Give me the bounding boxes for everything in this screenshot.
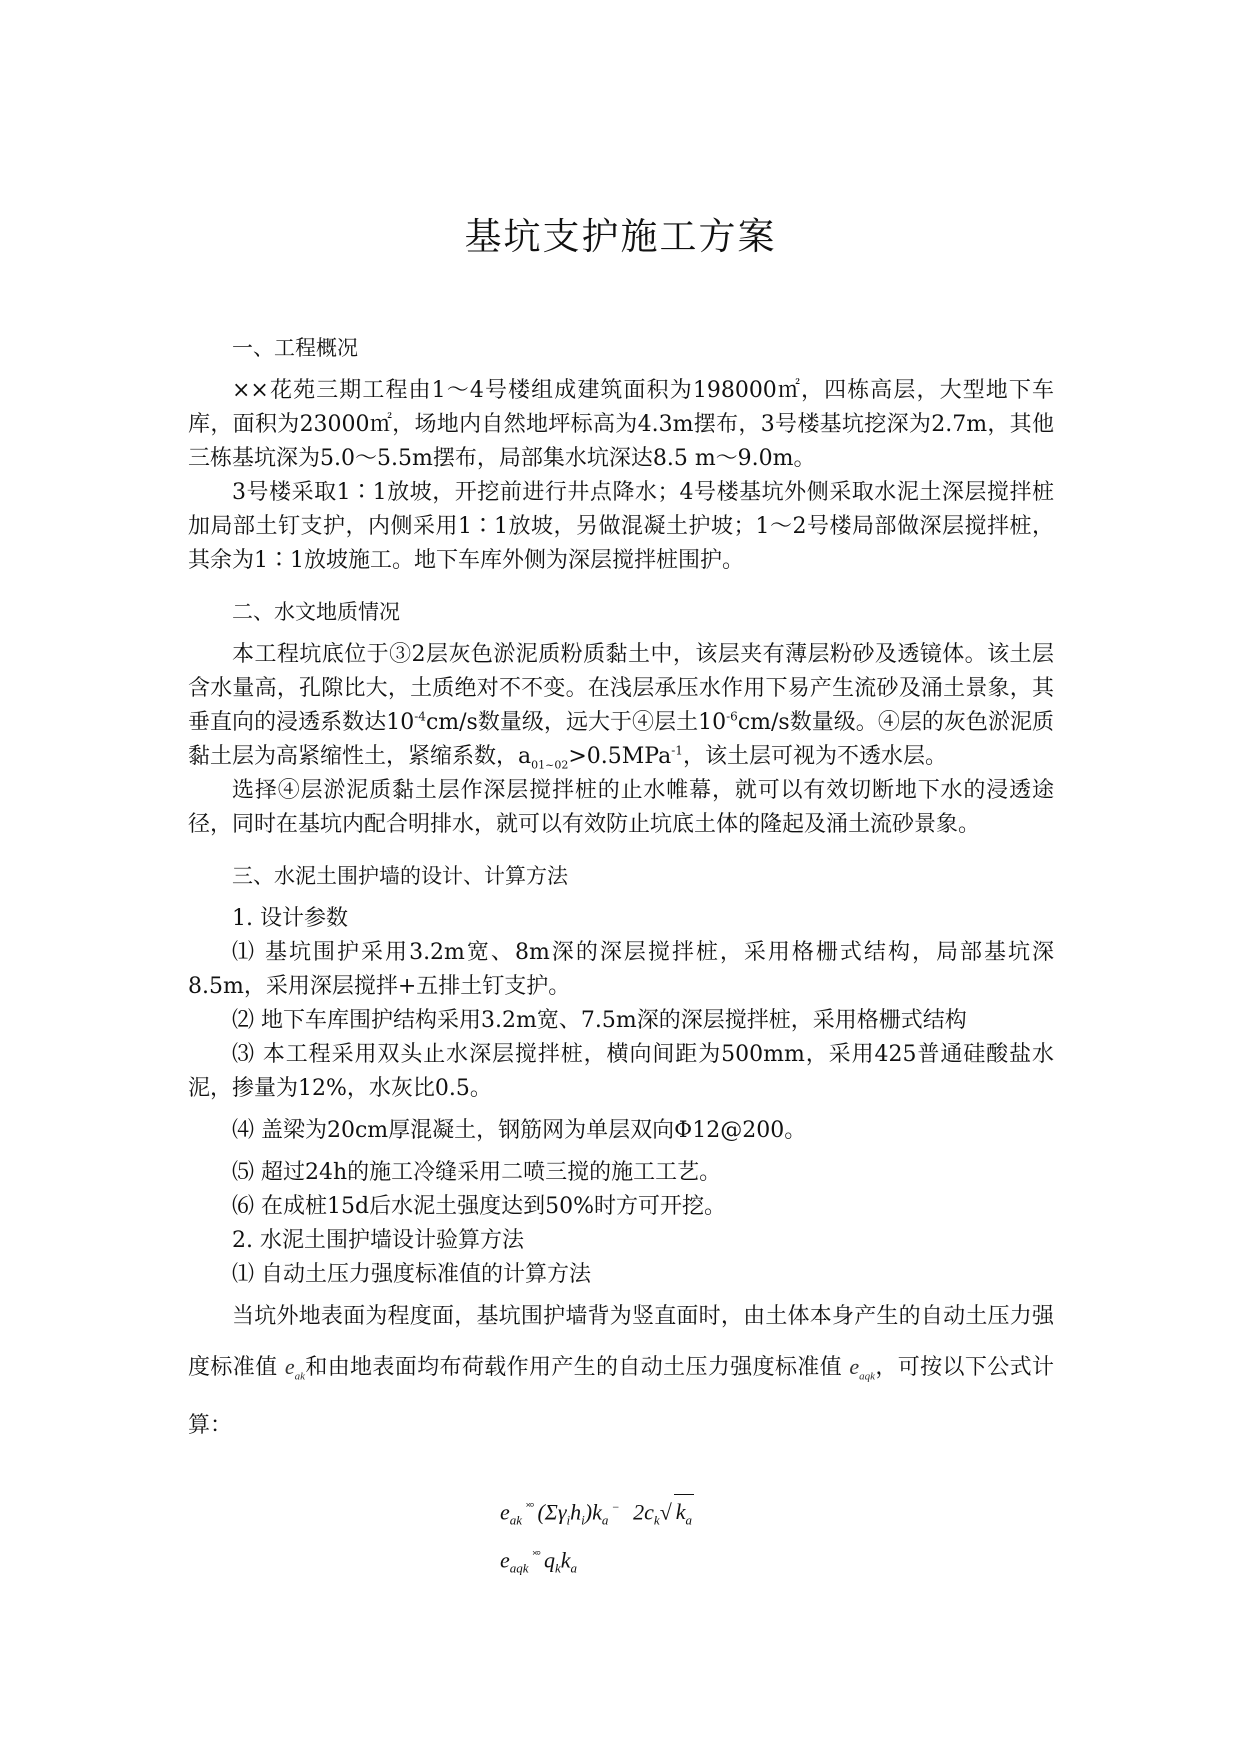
section-heading-hydrogeology: 二、水文地质情况 — [232, 600, 400, 624]
design-item-6: ⑹ 在成桩15d后水泥土强度达到50%时方可开挖。 — [232, 1194, 726, 1219]
design-item-4: ⑷ 盖梁为20cm厚混凝土，钢筋网为单层双向Φ12@200。 — [232, 1118, 807, 1143]
document-title: 基坑支护施工方案 — [464, 215, 777, 258]
hydrogeology-paragraph-1: 本工程坑底位于③2层灰色淤泥质粉质黏土中，该层夹有薄层粉砂及透镜体。该土层含水量高，孔隙比大，土质绝对不不变。在浅层承压水作用下易产生流砂及涌土景象，其垂直向的浸透系数达$10^{-4}cm/s$数量级，远大于④层土$10^{-6}cm/s$数量级。④层的灰色淤泥质黏土层为高紧缩性土，紧缩系数，$a_{01\sim 02}>0.5MPa^{-1}$，该土层可视为不透水层。 — [188, 642, 1055, 772]
design-item-3: ⑶ 本工程采用双头止水深层搅拌桩，横向间距为500mm，采用425普通硅酸盐水泥，掺量为12%，水灰比0.5。 — [188, 1042, 1054, 1101]
section-heading-design: 三、水泥土围护墙的设计、计算方法 — [232, 864, 568, 888]
formula-eaqk: $e_{aqk}^{˟^\circ}$ $q_kk_a$ — [500, 1547, 577, 1576]
overview-paragraph-2: 3号楼采取1∶1放坡，开挖前进行井点降水；4号楼基坑外侧采取水泥土深层搅拌桩加局部土钉支护，内侧采用1∶1放坡，另做混凝土护坡；1～2号楼局部做深层搅拌桩，其余为1∶1放坡施工。地下车库外侧为深层搅拌桩围护。 — [188, 480, 1054, 573]
calculation-paragraph: 当坑外地表面为程度面，基坑围护墙背为竖直面时，由土体本身产生的自动土压力强度标准值 $e_{ak}$和由地表面均布荷载作用产生的自动土压力强度标准值 $e_{aqk}$，可按以下公式计算： — [188, 1304, 1054, 1439]
subheading-calculation-method: 2. 水泥土围护墙设计验算方法 — [232, 1228, 524, 1253]
formula-block — [500, 1490, 694, 1585]
variable-eak: $e_{ak}$ — [284, 1354, 305, 1383]
design-item-5: ⑸ 超过24h的施工冷缝采用二喷三搅的施工工艺。 — [232, 1160, 722, 1185]
hydrogeology-paragraph-2: 选择④层淤泥质黏土层作深层搅拌桩的止水帷幕，就可以有效切断地下水的浸透途径，同时在基坑内配合明排水，就可以有效防止坑底土体的隆起及涌土流砂景象。 — [188, 778, 1054, 837]
overview-paragraph-1: ××花苑三期工程由1～4号楼组成建筑面积为198000㎡，四栋高层，大型地下车库，面积为23000㎡，场地内自然地坪标高为4.3m摆布，3号楼基坑挖深为2.7m，其他三栋基坑深为5.0～5.5m摆布，局部集水坑深达8.5 m～9.0m。 — [188, 378, 1054, 471]
variable-eaqk: $e_{aqk}$ — [849, 1354, 876, 1383]
formula-eak: $e_{ak}^{˟^\circ}$ $(\Sigma\gamma_ih_i)k_a^-$ $2c_k√$ $k_a$ — [500, 1490, 694, 1538]
document-body — [188, 330, 1054, 1451]
design-item-2: ⑵ 地下车库围护结构采用3.2m宽、7.5m深的深层搅拌桩，采用格栅式结构 — [232, 1008, 967, 1033]
subheading-design-parameters: 1. 设计参数 — [232, 906, 348, 931]
calculation-item-1: ⑴ 自动土压力强度标准值的计算方法 — [232, 1262, 591, 1287]
design-item-1: ⑴ 基坑围护采用3.2m宽、8m深的深层搅拌桩，采用格栅式结构，局部基坑深8.5m，采用深层搅拌+五排土钉支护。 — [188, 940, 1054, 999]
section-heading-overview: 一、工程概况 — [232, 336, 358, 360]
